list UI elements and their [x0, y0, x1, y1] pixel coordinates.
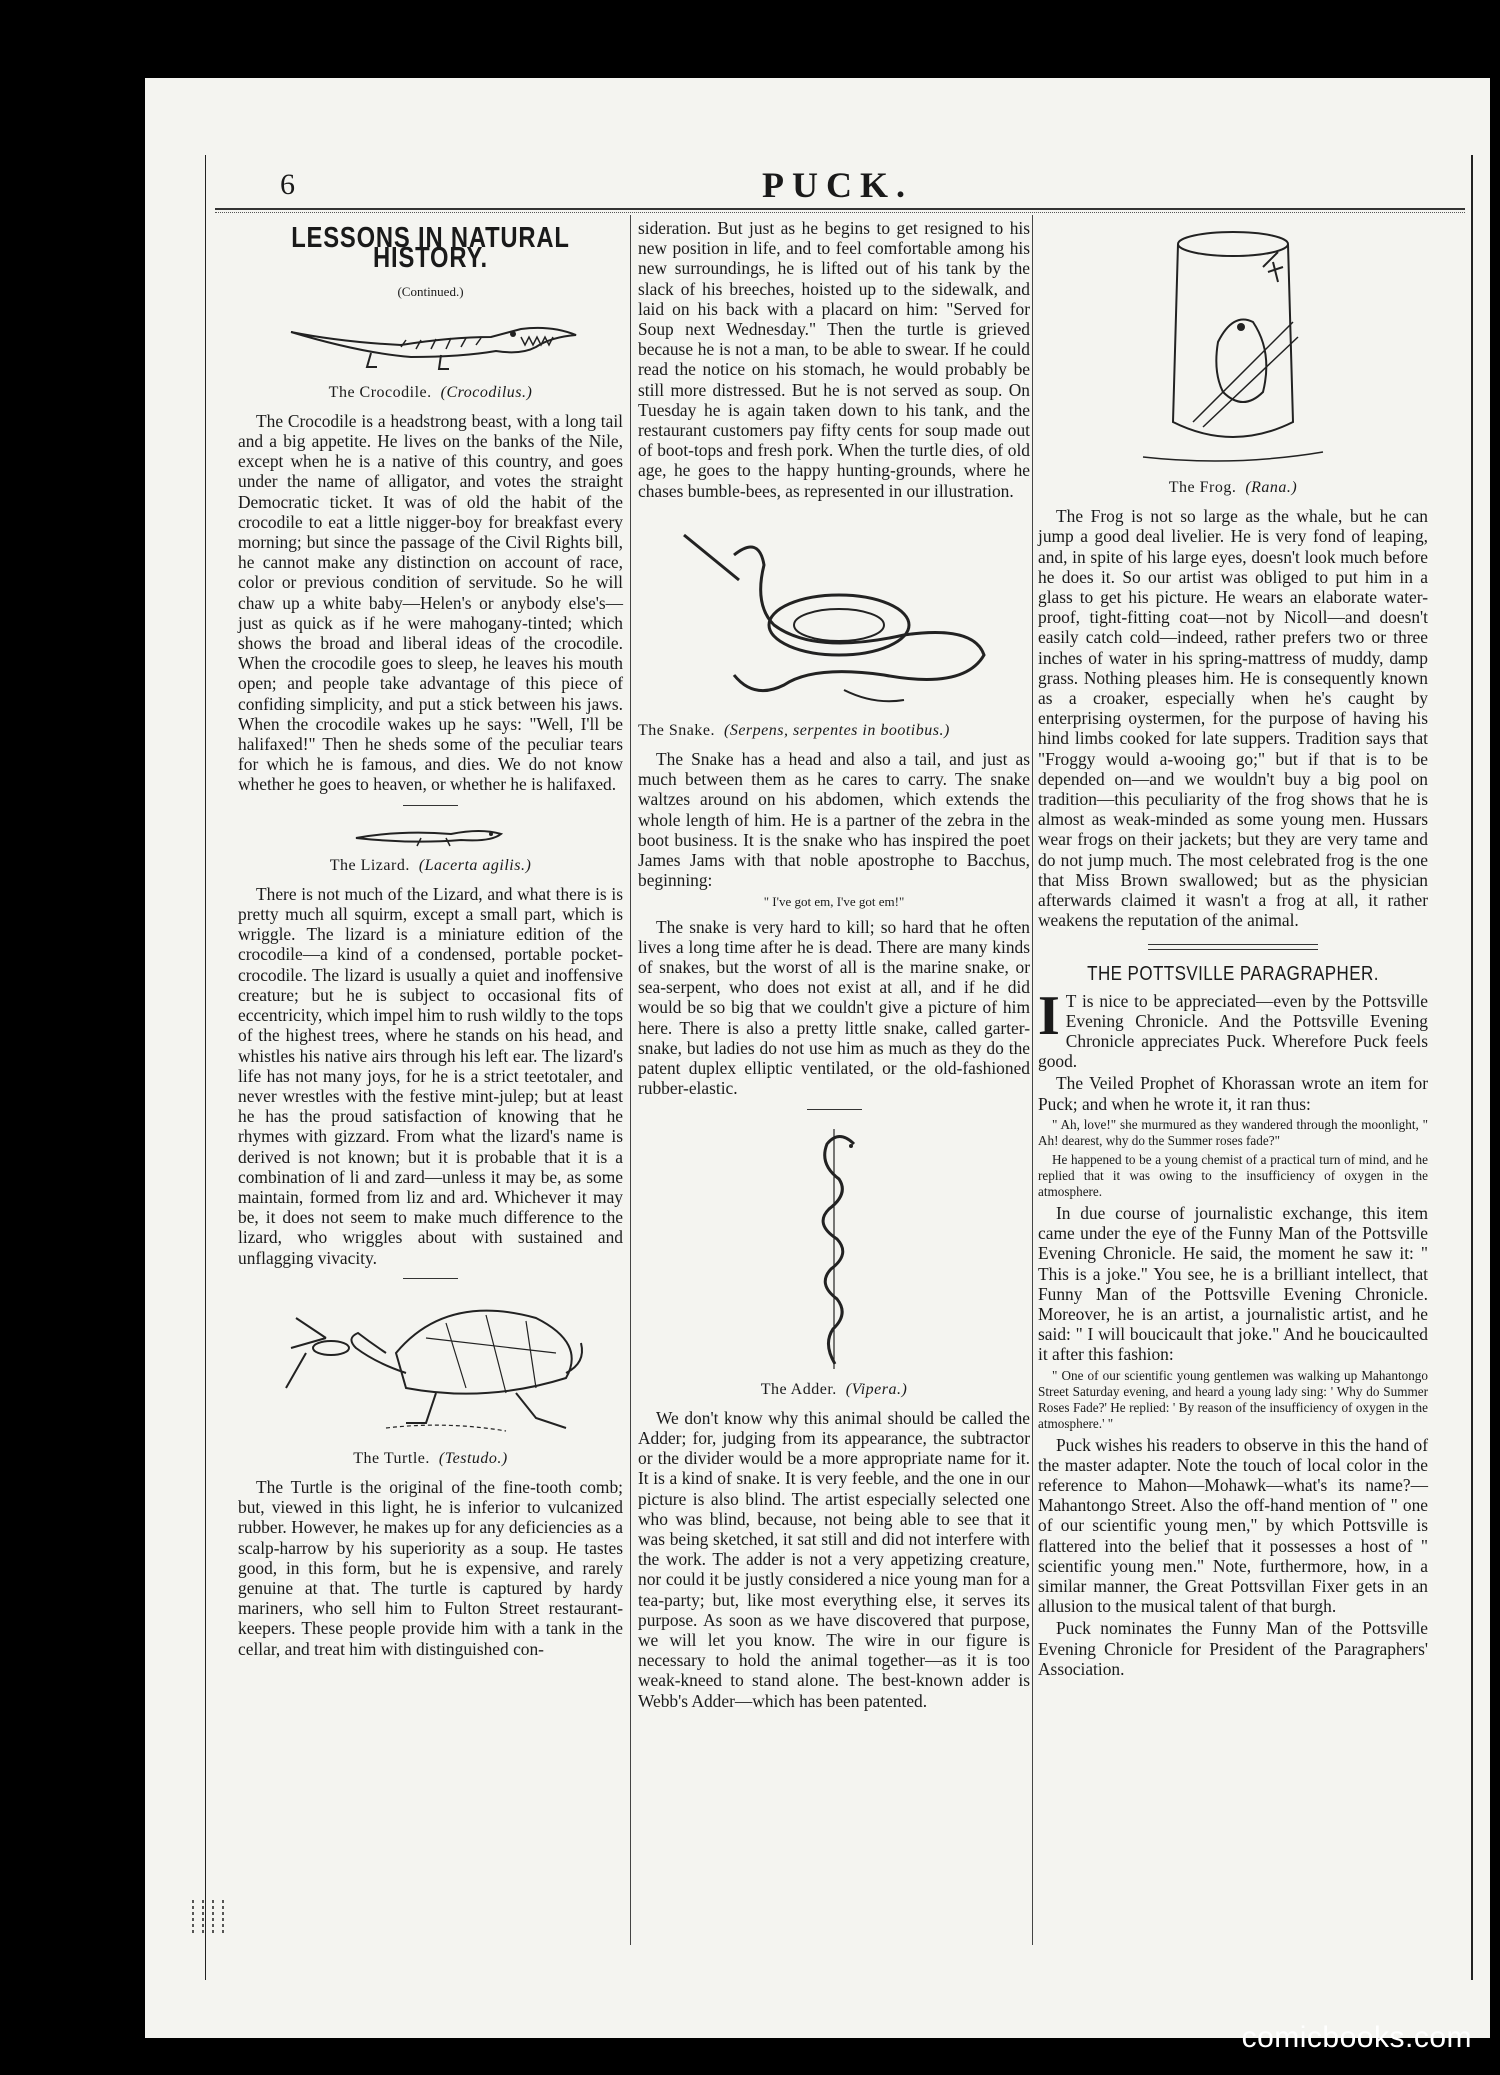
quoted-item-1: " Ah, love!" she murmured as they wandered through the moonlight, " Ah! dearest, why do the Summer roses fade?": [1038, 1116, 1428, 1148]
column-separator: [1032, 215, 1033, 1945]
drop-cap: I: [1038, 984, 1060, 1047]
section-rule: [807, 1109, 862, 1110]
snake-caption: The Snake. (Serpens, serpentes in bootibus.): [638, 721, 950, 739]
column-2: [638, 218, 1030, 1713]
snake-illustration: [664, 515, 1004, 715]
watermark: comicbooks.com: [1241, 2021, 1472, 2054]
column-1: [238, 218, 623, 1661]
column-3: [1038, 218, 1428, 1681]
frog-text: The Frog is not so large as the whale, but he can jump a good deal livelier. He is very fond of leaping, and, in spite of his large eyes, doesn't look much before he does it. So our artist was obliged to put him in a glass to get his picture. He wears an elaborate water-proof, tight-fitting coat—not by Nicoll—and doesn't easily catch cold—indeed, rather prefers two or three inches of water in his spring-mattress of muddy, damp grass. Nothing pleases him. He is consequently known as a croaker, especially when he's caught by enterprising oystermen, for the purpose of having his hind limbs cooked for late suppers. Tradition says that "Froggy would a-wooing go;" but if that is to be depended on—and we wouldn't buy a big pool on tradition—this peculiarity of the frog shows that he is almost as weak-minded as some young men. Hussars wear frogs on their jackets; but they are very tame and do not jump much. The most celebrated frog is the one that Miss Brown swallowed; but as the physician afterwards claimed it wasn't a frog at all, it rather weakens the reputation of the animal.: [1038, 506, 1428, 931]
crocodile-text: The Crocodile is a headstrong beast, with a long tail and a big appetite. He lives on the banks of the Nile, except when he is a native of this country, and goes under the name of alligator, and votes the straight Democratic ticket. It was of old the habit of the crocodile to eat a little nigger-boy for breakfast every morning; but since the passage of the Civil Rights bill, he cannot make any distinction on account of race, color or previous condition of servitude. So he will chaw up a white baby—Helen's or anybody else's—just as quick as if he were mahogany-tinted; which shows the broad and liberal ideas of the crocodile. When the crocodile goes to sleep, he leaves his mouth open; and people take advantage of this piece of confiding simplicity, and put a stick between his jaws. When the crocodile wakes up he says: "Well, I'll be halifaxed!" Then he sheds some of the peculiar tears for which he is famous, and dies. We do not know whether he goes to heaven, or whether he is halifaxed.: [238, 410, 623, 795]
masthead: [205, 160, 1470, 210]
lizard-illustration: [351, 820, 511, 850]
lizard-text: There is not much of the Lizard, and what there is is pretty much all squirm, except a small part, which is wriggle. The lizard is a miniature edition of the crocodile—a kind of a condensed, portable pocket-crocodile. The lizard is usually a quiet and inoffensive creature; but he is subject to occasional fits of eccentricity, which impel him to rush wildly to the tops of the highest trees, where he stands on his head, and whistles his native airs through his left ear. The lizard's life has not many joys, for he is a strict teetotaler, and never wrestles with the festive mint-julep; but at least he has the proud satisfaction of knowing that he rhymes with gizzard. From what the lizard's name is derived is not known; but it is probable that it is a combination of li and zard—unless it may be, as some maintain, formed from liz and ard. Whichever it may be, it does not seem to make much difference to the lizard, who wriggles about with sustained and unflagging vivacity.: [238, 883, 623, 1268]
snake-quote: " I've got em, I've got em!": [763, 894, 905, 910]
pottsville-text-1: T is nice to be appreciated—even by the Pottsville Evening Chronicle. And the Pottsville Evening Chronicle appreciates Puck. Wherefore Puck feels good.: [1038, 990, 1428, 1072]
crocodile-caption: The Crocodile. (Crocodilus.): [328, 383, 533, 401]
adder-caption: The Adder. (Vipera.): [760, 1380, 908, 1398]
pottsville-text-2: The Veiled Prophet of Khorassan wrote an item for Puck; and when he wrote it, it ran thus:: [1038, 1073, 1428, 1114]
pottsville-text-5: Puck nominates the Funny Man of the Pottsville Evening Chronicle for President of the Paragraphers' Association.: [1038, 1618, 1428, 1679]
publication-title: PUCK.: [762, 165, 913, 205]
turtle-text: The Turtle is the original of the fine-tooth comb; but, viewed in this light, he is inferior to vulcanized rubber. However, he makes up for any deficiencies as a scalp-harrow by his superiority as a soup. He tastes good, in this form, but he is expensive, and rarely genuine at that. The turtle is captured by hardy mariners, who sell him to Fulton Street restaurant-keepers. These people provide him with a tank in the cellar, and treat him with distinguished con-: [238, 1476, 623, 1659]
lizard-caption: The Lizard. (Lacerta agilis.): [329, 856, 532, 874]
continued-note: (Continued.): [397, 284, 464, 300]
snake-text-1: The Snake has a head and also a tail, and just as much between them as he cares to carry. The snake waltzes around on his abdomen, which extends the whole length of him. He is a partner of the zebra in the boot business. It is the snake who has inspired the poet James Jams with that noble apostrophe to Bacchus, beginning:: [638, 749, 1030, 891]
pottsville-text-3: In due course of journalistic exchange, this item came under the eye of the Funny Man of the Pottsville Evening Chronicle. He said, the moment he saw it: " This is a joke." You see, he is a brilliant intellect, that Funny Man of the Pottsville Evening Chronicle. Moreover, he is an artist, a journalistic artist, and he said: " I will boucicault that joke." And he boucicaulted it after this fashion:: [1038, 1202, 1428, 1365]
pottsville-title: THE POTTSVILLE PARAGRAPHER.: [1087, 963, 1379, 986]
frog-caption: The Frog. (Rana.): [1168, 479, 1298, 496]
column-separator: [630, 215, 631, 1945]
section-rule: [403, 1278, 458, 1279]
frog-in-jar-illustration: [1123, 222, 1343, 472]
crocodile-illustration: [281, 307, 581, 377]
turtle-illustration: [266, 1293, 596, 1443]
turtle-caption: The Turtle. (Testudo.): [353, 1449, 508, 1467]
turtle-continued-text: sideration. But just as he begins to get resigned to his new position in life, and to feel comfortable among his new surroundings, he is lifted out of his tank by the slack of his breeches, hoisted up to the sidewalk, and laid on his back with a placard on him: "Served for Soup next Wednesday." Then the turtle is grieved because he is not a man, to be able to swear. If he could read the notice on his stomach, he would probably be still more distressed. But he is not served as soup. On Tuesday he is again taken down to his tank, and the restaurant customers pay fifty cents for soup made out of boot-tops and fresh pork. When the turtle dies, of old age, he goes to the happy hunting-grounds, where he chases bumble-bees, as represented in our illustration.: [638, 218, 1030, 501]
section-double-rule: [1148, 944, 1318, 950]
quoted-item-2: He happened to be a young chemist of a practical turn of mind, and he replied that it was owing to the insufficiency of oxygen in the atmosphere.: [1038, 1151, 1428, 1199]
scan-registration-marks: [188, 1895, 248, 1940]
masthead-rule: [215, 208, 1465, 210]
masthead-dotted-rule: [215, 212, 1465, 213]
adder-text: We don't know why this animal should be called the Adder; for, judging from its appearance, the subtractor or the divider would be a more appropriate name for it. It is a kind of snake. It is very feeble, and the one in our picture is also blind. The artist especially selected one who was blind, because, not being able to see that it was being sketched, it sat still and did not interfere with the work. The adder is not a very appetizing creature, nor could it be justly considered a nice young man for a tea-party; but, like most everything else, it serves its purpose. As soon as we have discovered that purpose, we will let you know. The wire in our figure is necessary to hold the animal together—as it is too weak-kneed to stand alone. The best-known adder is Webb's Adder—which has been patented.: [638, 1407, 1030, 1711]
adder-illustration: [789, 1124, 879, 1374]
section-rule: [403, 805, 458, 806]
article-headline: LESSONS IN NATURAL HISTORY.: [291, 222, 570, 275]
pottsville-text-4: Puck wishes his readers to observe in this the hand of the master adapter. Note the touch of local color in the reference to Mahon—Mohawk—what's its name?—Mahantongo Street. Also the off-hand mention of " one of our scientific young men," by which Pottsville is flattered into the belief that it possesses a host of " scientific young men." Note, furthermore, how, in a similar manner, the Great Pottsvillan Fixer gets in an allusion to the musical talent of that burgh.: [1038, 1434, 1428, 1617]
page-number: 6: [280, 168, 295, 201]
snake-text-2: The snake is very hard to kill; so hard that he often lives a long time after he is dead. There are many kinds of snakes, but the worst of all is the marine snake, or sea-serpent, who does not exist at all, and if he did would be so big that we couldn't give a picture of him here. There is also a pretty little snake, called garter-snake, but ladies do not use him as much as they do the patent duplex elliptic ventilated, or the old-fashioned rubber-elastic.: [638, 916, 1030, 1099]
quoted-item-3: " One of our scientific young gentlemen was walking up Mahantongo Street Saturday evening, and heard a young lady sing: ' Why do Summer Roses Fade?' He replied: ' By reason of the insufficiency of oxygen in the atmosphere.' ": [1038, 1367, 1428, 1431]
